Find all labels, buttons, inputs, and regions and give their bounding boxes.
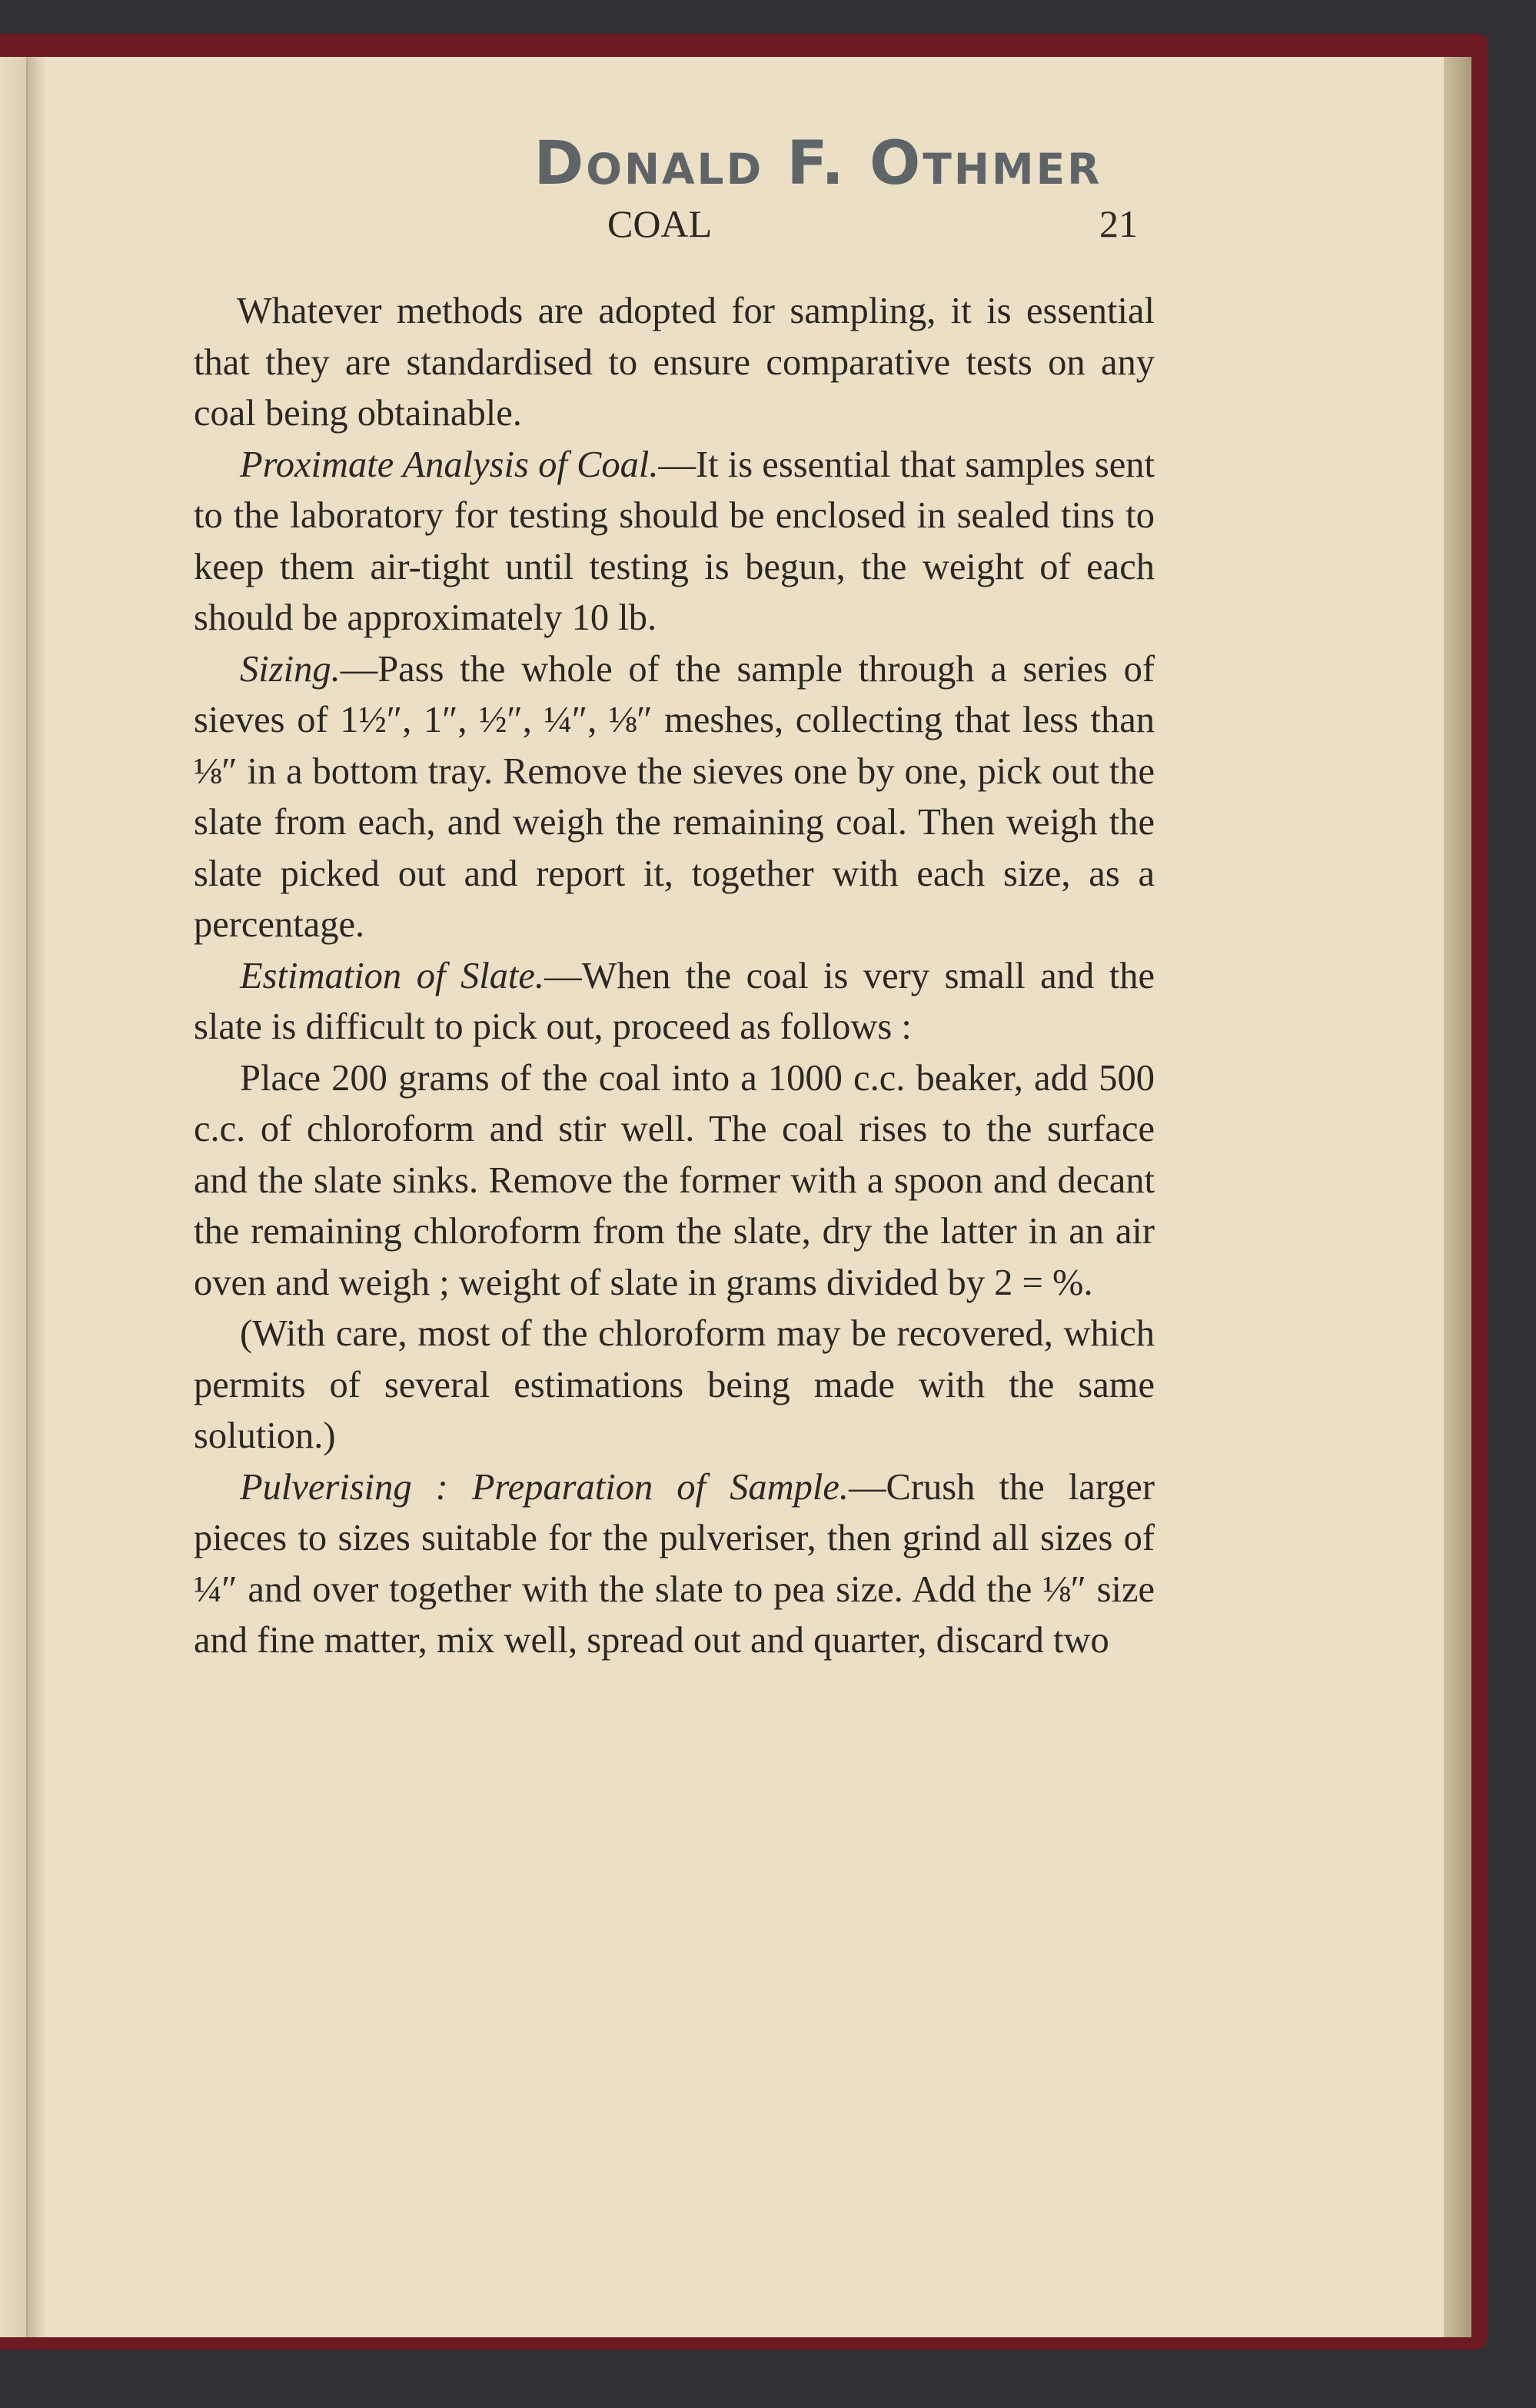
paragraph-text: (With care, most of the chloroform may be recovered, which permits of several estimations being made with the same solution.): [194, 1313, 1155, 1456]
body-text: [194, 286, 1155, 1667]
paragraph-heading: Sizing.: [240, 648, 341, 690]
paragraph-heading: Estimation of Slate.: [240, 955, 545, 996]
paragraph-heading: Pulverising : Preparation of Sample.: [240, 1466, 849, 1508]
paragraph-heading: Proximate Analysis of Coal.: [240, 444, 659, 485]
running-head-title: COAL: [607, 202, 713, 245]
paragraph-text: —Pass the whole of the sample through a series of sieves of 1½″, 1″, ½″, ¼″, ⅛″ meshes, collecting that less than ⅛″ in a bottom tray. Remove the sieves one by one, pick out the slate from each, and weigh the remaining coal. Then weigh the slate picked out and report it, together with each size, as a percentage.: [194, 648, 1155, 945]
paragraph: [194, 644, 1155, 951]
paragraph-text: —When the coal is very small and the slate is difficult to pick out, proceed as follows :: [194, 955, 1155, 1047]
owner-stamp: Donald F. Othmer: [534, 129, 1102, 198]
gutter-shadow: [26, 57, 46, 2337]
paragraph: [194, 951, 1155, 1053]
paragraph: [194, 440, 1155, 644]
paragraph: [194, 1462, 1155, 1667]
paragraph-text: —Crush the larger pieces to sizes suitable for the pulveriser, then grind all sizes of ¼″ and over together with the slate to pea size. Add the ⅛″ size and fine matter, mix well, spread out and quarter, discard two: [194, 1466, 1155, 1661]
paragraph: [194, 1309, 1155, 1462]
paragraph-text: —It is essential that samples sent to the laboratory for testing should be enclosed in sealed tins to keep them air-tight until testing is begun, the weight of each should be approximately 10 lb.: [194, 444, 1155, 638]
paragraph: [194, 286, 1155, 440]
paragraph-text: Place 200 grams of the coal into a 1000 c.c. beaker, add 500 c.c. of chloroform and stir well. The coal rises to the surface and the slate sinks. Remove the former with a spoon and decant the remaining chloroform from the slate, dry the latter in an air oven and weigh ; weight of slate in grams divided by 2 = %.: [194, 1057, 1155, 1303]
page-number: 21: [1099, 202, 1138, 245]
facing-page-edge: [0, 57, 28, 2337]
paragraph-text: Whatever methods are adopted for sampling, it is essential that they are standardised to ensure comparative tests on any coal being obtainable.: [194, 291, 1155, 434]
page-block-edge: [1444, 57, 1471, 2337]
paragraph: [194, 1053, 1155, 1309]
